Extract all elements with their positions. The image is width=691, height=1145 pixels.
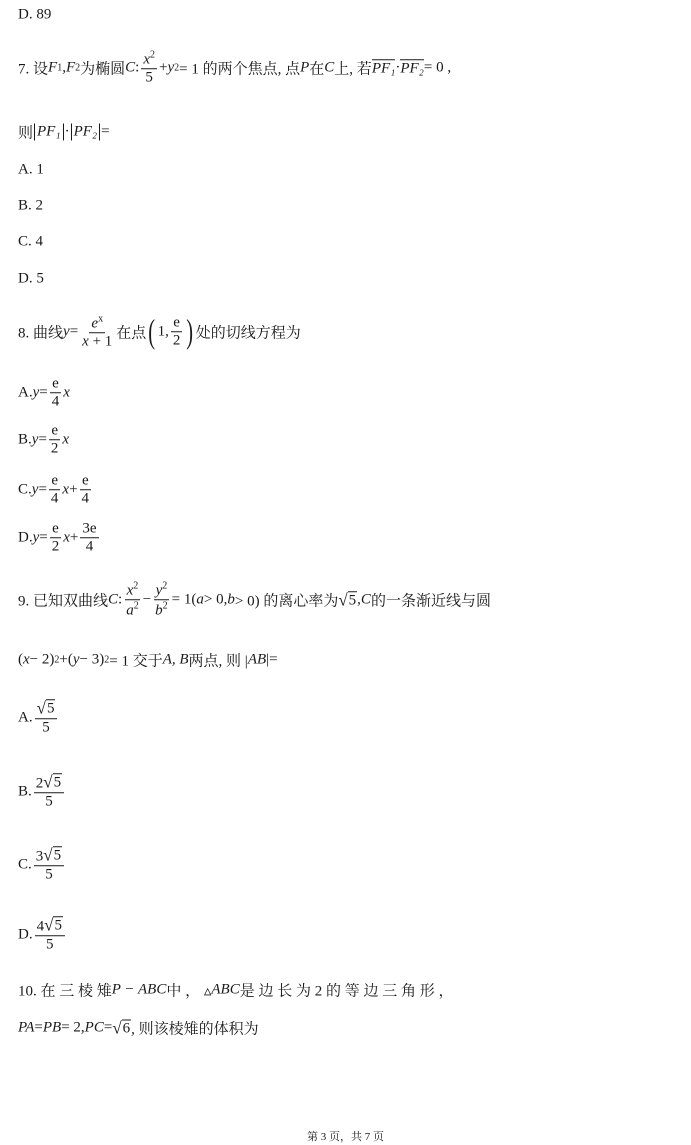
fraction [80, 313, 114, 351]
radicand: 5 [46, 700, 55, 717]
large-parenthesis: ) [186, 313, 194, 350]
superscript: 2 [133, 580, 139, 592]
text-run: 5 [145, 69, 153, 86]
math-variable: ,F [62, 59, 76, 76]
text-run: = 2, [61, 1019, 85, 1036]
denominator [124, 601, 141, 620]
numerator [34, 846, 64, 866]
math-variable: x [126, 582, 134, 599]
math-variable: x [62, 481, 70, 498]
denominator [84, 539, 96, 556]
fraction [35, 916, 65, 954]
text-run: 10. 在 三 棱 雉 [18, 983, 112, 1000]
denominator [44, 937, 56, 954]
text-run: C. [18, 856, 32, 873]
math-variable: b [227, 591, 235, 608]
page-footer: 第 3 页，共 7 页 [307, 1131, 384, 1143]
text-run: − 2) [29, 651, 55, 668]
text-run: 4 [51, 393, 60, 410]
text-run: + [69, 529, 79, 546]
option-9-c [18, 846, 66, 884]
denominator [43, 867, 55, 884]
square-root [338, 591, 357, 609]
text-run: e [51, 422, 58, 439]
math-variable: y [155, 582, 163, 599]
superscript: 2 [104, 654, 110, 666]
denominator [50, 539, 62, 556]
numerator [89, 313, 105, 333]
fraction [153, 580, 170, 620]
text-run: 5 [45, 793, 53, 810]
text-run: 的一条渐近线与圆 [370, 593, 491, 610]
text-run: 2 [50, 440, 59, 457]
math-variable: x [143, 51, 150, 68]
superscript: 2 [162, 580, 168, 592]
text-run: +( [59, 651, 73, 668]
square-root [37, 699, 56, 717]
superscript: 2 [133, 600, 139, 612]
denominator [40, 720, 52, 737]
superscript: x [98, 313, 104, 325]
numerator [80, 472, 91, 490]
denominator [49, 441, 61, 458]
text-run: > 0) 的离心率为 [234, 593, 339, 610]
math-variable: A, B [162, 651, 189, 668]
text-run: , [357, 591, 361, 608]
absolute-value: PF₂ [71, 124, 101, 141]
superscript: 2 [54, 654, 60, 666]
text-run: |= [266, 651, 278, 668]
text-run: 处的切线方程为 [195, 325, 301, 342]
fraction [49, 422, 61, 458]
text-run: = [103, 1019, 113, 1036]
text-run: = [39, 529, 48, 546]
math-variable: PB [42, 1019, 62, 1036]
math-variable: y [167, 59, 175, 76]
denominator [171, 333, 183, 350]
text-run: · [64, 123, 70, 140]
text-run: C. [18, 481, 32, 498]
math-variable: y [63, 323, 70, 340]
radical-sign-icon: √ [36, 698, 46, 718]
text-run: 则 [18, 125, 34, 142]
text-run: 2 [35, 775, 44, 792]
superscript: 2 [162, 600, 168, 612]
math-variable: PA [18, 1019, 35, 1036]
math-variable: x [63, 384, 70, 401]
numerator [80, 520, 98, 538]
vector: PF₁ [371, 60, 396, 76]
radical-sign-icon: √ [43, 845, 53, 865]
fraction [141, 49, 157, 87]
math-variable: y [32, 384, 40, 401]
text-run: 3e [82, 520, 97, 537]
text-run: = 1( [171, 591, 197, 608]
denominator [50, 394, 62, 411]
square-root [44, 916, 63, 934]
text-run: 5 [46, 936, 54, 953]
numerator [35, 916, 65, 936]
numerator [49, 472, 60, 490]
fraction [34, 846, 64, 884]
numerator [125, 580, 141, 600]
text-run: + [69, 481, 78, 498]
text-run: , 则该棱雉的体积为 [131, 1021, 259, 1038]
subscript: 1 [57, 62, 63, 74]
square-root [43, 846, 62, 864]
option-6-d [18, 7, 51, 24]
math-variable: y [31, 481, 39, 498]
fraction [171, 314, 183, 350]
text-run: 在 [309, 61, 325, 78]
superscript: 2 [149, 49, 155, 61]
radicand: 5 [348, 592, 357, 609]
text-run: 8. 曲线 [18, 325, 64, 342]
option-8-c [18, 472, 93, 508]
fraction [50, 375, 62, 411]
math-variable: C [324, 59, 335, 76]
radical-sign-icon: √ [44, 915, 54, 935]
text-run: e [52, 520, 59, 537]
math-variable: b [155, 602, 163, 619]
text-run: 2 [172, 332, 181, 349]
option-8-a [18, 375, 70, 411]
math-variable: a [126, 602, 134, 619]
fraction [124, 580, 141, 620]
numerator [49, 422, 60, 440]
text-run: 3 [35, 848, 44, 865]
text-run: 4 [85, 538, 94, 555]
text-run: 4 [36, 918, 45, 935]
math-variable: AB [247, 651, 267, 668]
fraction [80, 472, 92, 508]
text-run: : [118, 591, 123, 608]
denominator [143, 70, 155, 87]
denominator [43, 794, 55, 811]
square-root [43, 773, 62, 791]
math-variable: y [32, 529, 40, 546]
text-run: 是 边 长 为 2 的 等 边 三 角 形 ， [239, 983, 454, 1000]
option-7-a [18, 162, 44, 179]
denominator [49, 491, 61, 508]
question-10-stem-2 [18, 1018, 259, 1039]
math-variable: F [48, 59, 58, 76]
numerator [141, 49, 157, 69]
numerator [154, 580, 170, 600]
absolute-value: PF₁ [34, 124, 64, 141]
text-run: = [38, 431, 47, 448]
math-variable: C [360, 591, 371, 608]
vector: PF₂ [400, 60, 424, 76]
math-variable: x [23, 651, 30, 668]
numerator [35, 699, 58, 719]
text-run: 1, [157, 323, 169, 340]
text-run: e [52, 375, 59, 392]
radical-sign-icon: √ [112, 1018, 122, 1038]
math-variable: C [108, 591, 119, 608]
text-run: = [39, 384, 48, 401]
fraction [50, 520, 62, 556]
text-run: D. 89 [18, 6, 52, 23]
text-run: e [81, 472, 89, 489]
fraction [35, 699, 58, 737]
text-run: 2 [51, 538, 60, 555]
radical-sign-icon: √ [43, 772, 53, 792]
math-variable: a [196, 591, 204, 608]
text-run: e [51, 472, 58, 489]
text-run: = [69, 323, 79, 340]
option-9-b [18, 773, 66, 811]
radicand: 5 [53, 847, 62, 864]
numerator [50, 375, 61, 393]
fraction [49, 472, 61, 508]
math-variable: e [91, 315, 99, 332]
text-run: = [101, 123, 110, 140]
question-10-stem [18, 980, 453, 1001]
text-run: A. 1 [18, 161, 44, 178]
text-run: B. [18, 783, 32, 800]
text-run: = 0 , [423, 59, 452, 76]
math-variable: x [63, 529, 70, 546]
question-7-stem-2 [18, 122, 110, 143]
fraction [80, 520, 98, 556]
question-9-stem-2 [18, 650, 278, 671]
text-run: D. [18, 926, 33, 943]
subscript: 2 [75, 62, 81, 74]
text-run: B. 2 [18, 197, 44, 214]
text-run: 为椭圆 [80, 61, 126, 78]
text-run: 中 ， ▵ [166, 983, 212, 1000]
text-run: 4 [81, 490, 90, 507]
text-run: 7. 设 [18, 61, 49, 78]
radicand: 6 [122, 1020, 131, 1037]
text-run: B. [18, 431, 32, 448]
numerator [50, 520, 61, 538]
text-run: = 1 交于 [109, 653, 163, 670]
text-run: 9. 已知双曲线 [18, 593, 109, 610]
numerator [34, 773, 64, 793]
text-run: 4 [50, 490, 59, 507]
text-run: · [395, 59, 401, 76]
text-run: + [158, 59, 168, 76]
numerator [171, 314, 182, 332]
text-run: − 3) [79, 651, 105, 668]
question-7-stem [18, 49, 451, 87]
text-run: A. [18, 384, 33, 401]
math-variable: PC [84, 1019, 104, 1036]
option-7-d [18, 271, 44, 288]
option-8-d [18, 520, 101, 556]
text-run: C. 4 [18, 233, 44, 250]
option-8-b [18, 422, 69, 458]
text-run: − [142, 591, 152, 608]
text-run: 5 [45, 866, 53, 883]
question-8-stem [18, 313, 301, 351]
denominator [153, 601, 170, 620]
radical-sign-icon: √ [338, 590, 348, 610]
text-run: A. [18, 709, 33, 726]
text-run: ( [18, 651, 23, 668]
denominator [80, 491, 92, 508]
text-run: D. 5 [18, 270, 44, 287]
radicand: 5 [54, 917, 62, 934]
math-variable: C [125, 59, 136, 76]
option-7-c [18, 234, 43, 251]
text-run: = [34, 1019, 43, 1036]
question-9-stem [18, 580, 491, 620]
math-variable: x [82, 333, 89, 350]
math-variable: y [72, 651, 80, 668]
math-variable: x [62, 431, 70, 448]
option-7-b [18, 198, 43, 215]
text-run: + 1 [88, 333, 113, 350]
radicand: 5 [53, 774, 62, 791]
text-run: = [38, 481, 47, 498]
math-variable: P [300, 59, 310, 76]
math-variable: ABC [211, 981, 240, 998]
text-run: : [135, 59, 140, 76]
math-variable: y [31, 431, 39, 448]
text-run: 5 [42, 719, 50, 736]
option-9-d [18, 916, 67, 954]
text-run: = 1 的两个焦点, 点 [179, 61, 301, 78]
text-run: 在点 [116, 325, 147, 342]
denominator [80, 334, 114, 351]
text-run: D. [18, 529, 33, 546]
text-run: 两点, 则 | [188, 653, 248, 670]
text-run: e [173, 314, 180, 331]
math-variable: P − ABC [111, 981, 167, 998]
fraction [34, 773, 64, 811]
text-run: > 0, [203, 591, 228, 608]
square-root [112, 1019, 131, 1037]
large-parenthesis: ( [148, 313, 156, 350]
superscript: 2 [174, 62, 180, 74]
option-9-a [18, 699, 59, 737]
text-run: 上, 若 [334, 61, 372, 78]
